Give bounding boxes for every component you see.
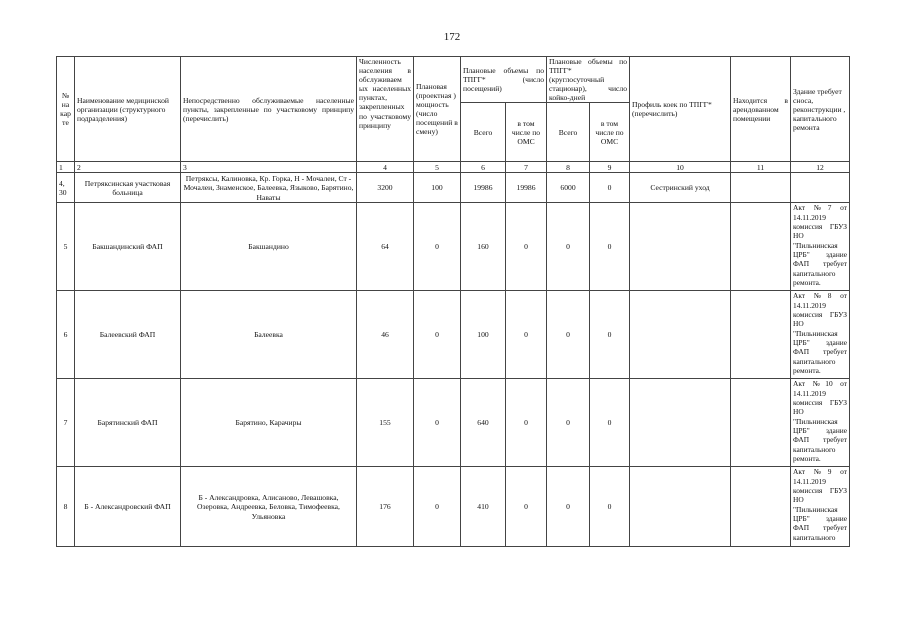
column-number: 4 <box>357 162 414 173</box>
row-stationary-total: 0 <box>547 467 590 547</box>
row-visits-oms: 0 <box>506 203 547 291</box>
row-capacity: 0 <box>414 203 461 291</box>
column-number: 11 <box>731 162 791 173</box>
row-stationary-oms: 0 <box>590 291 630 379</box>
row-profile <box>630 203 731 291</box>
header-population: Численность населения в обслуживаем ых населенных пунктах, закрепленных по участковому принципу <box>357 57 414 162</box>
row-capacity: 0 <box>414 379 461 467</box>
column-number: 8 <box>547 162 590 173</box>
header-capacity: Плановая (проектная ) мощность (число посещений в смену) <box>414 57 461 162</box>
subheader-stationary-total: Всего <box>547 103 590 162</box>
row-visits-oms: 0 <box>506 291 547 379</box>
row-profile <box>630 291 731 379</box>
row-stationary-total: 0 <box>547 203 590 291</box>
row-population: 64 <box>357 203 414 291</box>
row-stationary-oms: 0 <box>590 467 630 547</box>
subheader-visits-total: Всего <box>461 103 506 162</box>
row-capacity: 0 <box>414 291 461 379</box>
column-number: 2 <box>75 162 181 173</box>
row-org: Б - Александровский ФАП <box>75 467 181 547</box>
row-points: Бакшандино <box>181 203 357 291</box>
row-population: 176 <box>357 467 414 547</box>
row-org: Петряксинская участковая больница <box>75 173 181 203</box>
column-number: 3 <box>181 162 357 173</box>
row-points: Балеевка <box>181 291 357 379</box>
row-capacity: 100 <box>414 173 461 203</box>
row-num: 6 <box>57 291 75 379</box>
row-rented <box>731 467 791 547</box>
header-num: № на кар те <box>57 57 75 162</box>
row-building: Акт №8 от 14.11.2019 комиссия ГБУЗ НО "Пильнинская ЦРБ" здание ФАП требует капитального ремонта. <box>791 291 850 379</box>
row-visits-oms: 0 <box>506 467 547 547</box>
row-stationary-total: 0 <box>547 291 590 379</box>
row-profile <box>630 379 731 467</box>
table-row <box>57 291 850 379</box>
row-stationary-oms: 0 <box>590 379 630 467</box>
row-building: Акт №7 от 14.11.2019 комиссия ГБУЗ НО "Пильнинская ЦРБ" здание ФАП требует капитального ремонта. <box>791 203 850 291</box>
row-visits-total: 100 <box>461 291 506 379</box>
row-points: Б - Александровка, Алисаново, Левашовка, Озеровка, Андреевка, Беловка, Тимофеевка, Ульяновка <box>181 467 357 547</box>
header-stationary: Плановые объемы по ТПГГ* (круглосуточный стационар), число койко-дней <box>547 57 630 103</box>
row-visits-total: 640 <box>461 379 506 467</box>
row-building <box>791 173 850 203</box>
subheader-visits-oms: в том числе по ОМС <box>506 103 547 162</box>
column-number: 12 <box>791 162 850 173</box>
row-num: 5 <box>57 203 75 291</box>
table-row <box>57 173 850 203</box>
row-rented <box>731 291 791 379</box>
column-number: 9 <box>590 162 630 173</box>
row-profile: Сестринский уход <box>630 173 731 203</box>
header-building: Здание требует сноса, реконструкции , капитального ремонта <box>791 57 850 162</box>
column-number: 6 <box>461 162 506 173</box>
row-visits-total: 410 <box>461 467 506 547</box>
row-rented <box>731 173 791 203</box>
table-row <box>57 379 850 467</box>
column-number-row <box>57 162 850 173</box>
row-org: Балеевский ФАП <box>75 291 181 379</box>
header-visits: Плановые объемы по ТПГГ* (число посещений) <box>461 57 547 103</box>
row-population: 155 <box>357 379 414 467</box>
table-row <box>57 467 850 547</box>
row-rented <box>731 379 791 467</box>
row-building: Акт №9 от 14.11.2019 комиссия ГБУЗ НО "Пильнинская ЦРБ" здание ФАП требует капитального <box>791 467 850 547</box>
row-visits-oms: 0 <box>506 379 547 467</box>
row-capacity: 0 <box>414 467 461 547</box>
row-stationary-oms: 0 <box>590 203 630 291</box>
row-visits-total: 160 <box>461 203 506 291</box>
row-population: 46 <box>357 291 414 379</box>
row-org: Барятинский ФАП <box>75 379 181 467</box>
row-visits-oms: 19986 <box>506 173 547 203</box>
row-points: Петряксы, Калиновка, Кр. Горка, Н - Мочалеи, Ст - Мочалеи, Знаменское, Балеевка, Языково, Барятино, Наваты <box>181 173 357 203</box>
header-org: Наименование медицинской организации (структурного подразделения) <box>75 57 181 162</box>
header-rented: Находится в арендованном помещении <box>731 57 791 162</box>
row-num: 8 <box>57 467 75 547</box>
row-profile <box>630 467 731 547</box>
row-rented <box>731 203 791 291</box>
row-points: Барятино, Карачиры <box>181 379 357 467</box>
column-number: 10 <box>630 162 731 173</box>
header-row <box>57 57 850 103</box>
header-profile: Профиль коек по ТПГГ* (перечислить) <box>630 57 731 162</box>
page-number: 172 <box>443 31 461 43</box>
column-number: 1 <box>57 162 75 173</box>
row-org: Бакшандинский ФАП <box>75 203 181 291</box>
header-points: Непосредственно обслуживаемые населенные пункты, закрепленные по участковому принципу (перечислить) <box>181 57 357 162</box>
column-number: 7 <box>506 162 547 173</box>
row-building: Акт №10 от 14.11.2019 комиссия ГБУЗ НО "Пильнинская ЦРБ" здание ФАП требует капитального ремонта. <box>791 379 850 467</box>
column-number: 5 <box>414 162 461 173</box>
row-stationary-oms: 0 <box>590 173 630 203</box>
row-num: 7 <box>57 379 75 467</box>
row-stationary-total: 0 <box>547 379 590 467</box>
facilities-table <box>56 56 850 547</box>
subheader-stationary-oms: в том числе по ОМС <box>590 103 630 162</box>
row-visits-total: 19986 <box>461 173 506 203</box>
row-stationary-total: 6000 <box>547 173 590 203</box>
row-num: 4, 30 <box>57 173 75 203</box>
row-population: 3200 <box>357 173 414 203</box>
table-row <box>57 203 850 291</box>
